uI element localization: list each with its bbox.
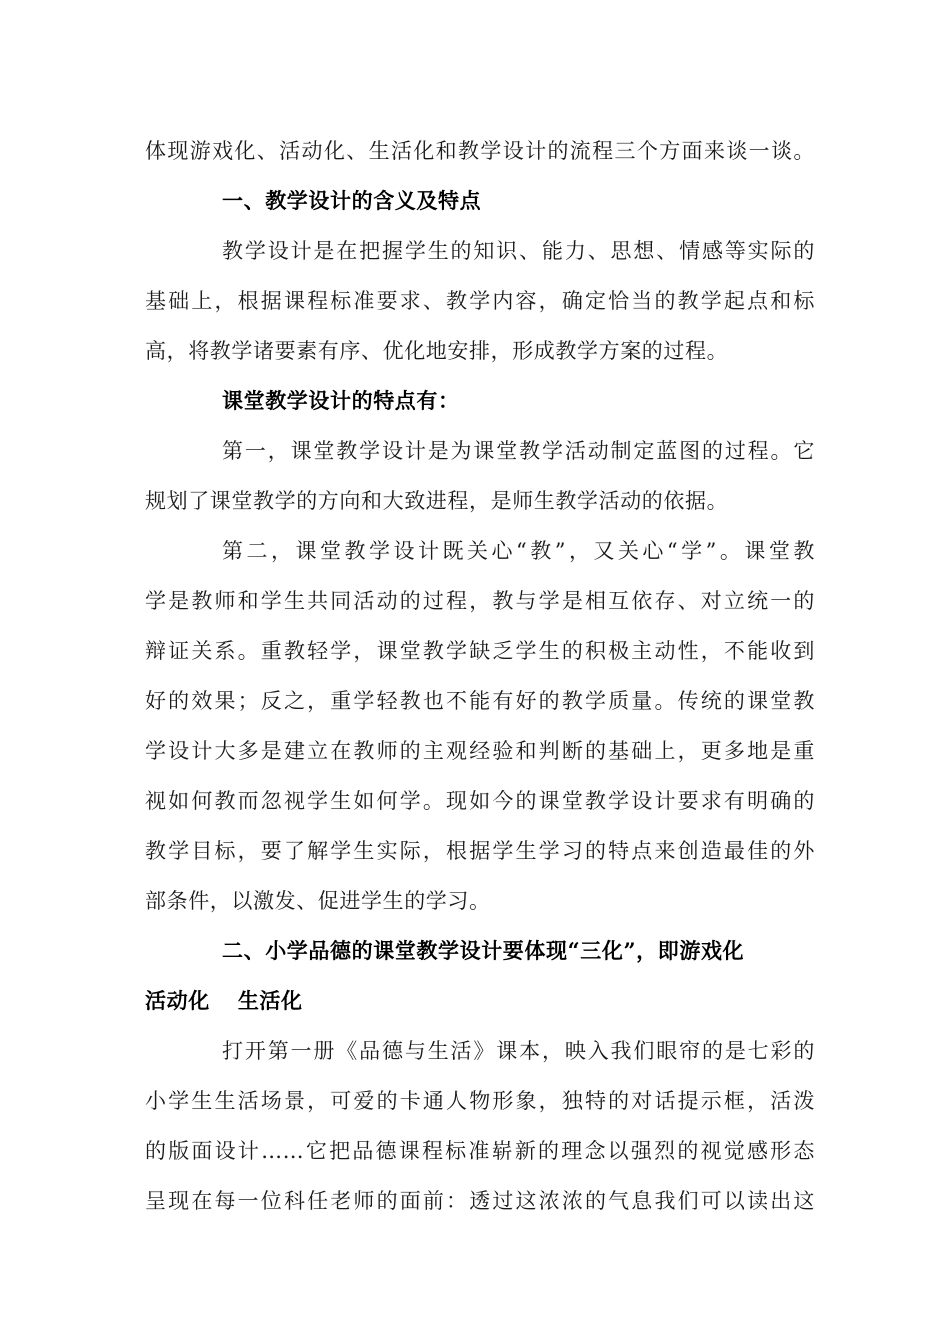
paragraph-line: 第一，课堂教学设计是为课堂教学活动制定蓝图的过程。它 (222, 439, 815, 463)
paragraph-line: 教学目标，要了解学生实际，根据学生学习的特点来创造最佳的外 (145, 839, 815, 863)
paragraph-line: 辩证关系。重教轻学，课堂教学缺乏学生的积极主动性，不能收到 (145, 639, 815, 663)
paragraph-line: 视如何教而忽视学生如何学。现如今的课堂教学设计要求有明确的 (145, 789, 815, 813)
paragraph-line: 教学设计是在把握学生的知识、能力、思想、情感等实际的 (222, 239, 815, 263)
paragraph-line: 学设计大多是建立在教师的主观经验和判断的基础上，更多地是重 (145, 739, 815, 763)
paragraph-line: 呈现在每一位科任老师的面前：透过这浓浓的气息我们可以读出这 (145, 1189, 815, 1213)
paragraph-line: 基础上，根据课程标准要求、教学内容，确定恰当的教学起点和标 (145, 289, 815, 313)
section-heading-2-continued (145, 986, 815, 1016)
section-heading-2: 二、小学品德的课堂教学设计要体现“三化”，即游戏化 (222, 938, 745, 963)
section-heading-1: 一、教学设计的含义及特点 (222, 188, 482, 213)
paragraph-line: 体现游戏化、活动化、生活化和教学设计的流程三个方面来谈一谈。 (145, 139, 815, 163)
heading-term-activity: 活动化 (145, 988, 210, 1013)
paragraph-line: 规划了课堂教学的方向和大致进程，是师生教学活动的依据。 (145, 489, 729, 513)
paragraph-line: 高，将教学诸要素有序、优化地安排，形成教学方案的过程。 (145, 339, 729, 363)
paragraph-line: 学是教师和学生共同活动的过程，教与学是相互依存、对立统一的 (145, 589, 815, 613)
paragraph-line: 的版面设计……它把品德课程标准崭新的理念以强烈的视觉感形态 (145, 1139, 815, 1163)
paragraph-line: 打开第一册《品德与生活》课本，映入我们眼帘的是七彩的 (222, 1039, 815, 1063)
paragraph-line: 小学生生活场景，可爱的卡通人物形象，独特的对话提示框，活泼 (145, 1089, 815, 1113)
paragraph-line: 好的效果；反之，重学轻教也不能有好的教学质量。传统的课堂教 (145, 689, 815, 713)
heading-term-life: 生活化 (237, 988, 303, 1013)
paragraph-line: 部条件，以激发、促进学生的学习。 (145, 889, 491, 913)
subheading: 课堂教学设计的特点有： (222, 388, 460, 413)
paragraph-line: 第二，课堂教学设计既关心“教”，又关心“学”。课堂教 (222, 539, 815, 563)
